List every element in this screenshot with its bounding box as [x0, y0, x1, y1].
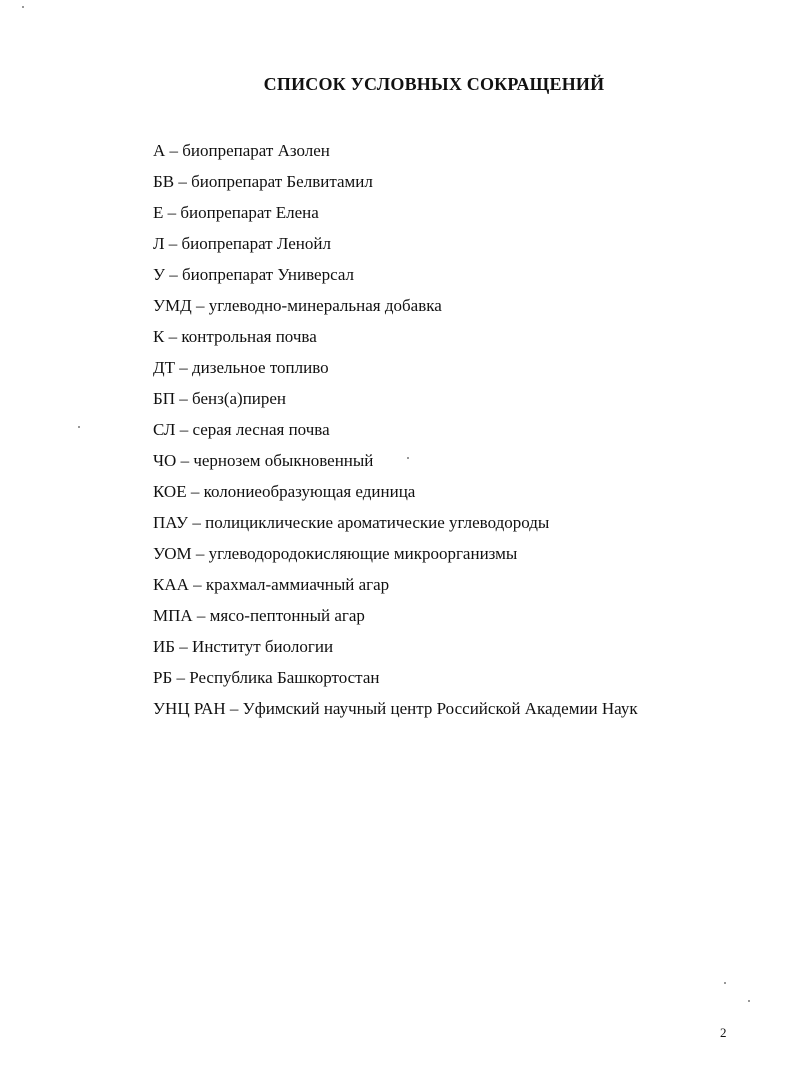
scan-speck [748, 1000, 750, 1002]
abbreviation-list [153, 135, 638, 724]
list-item: УНЦ РАН – Уфимский научный центр Российской Академии Наук [153, 699, 638, 718]
list-item: ПАУ – полициклические ароматические углеводороды [153, 513, 550, 532]
list-item: МПА – мясо-пептонный агар [153, 606, 365, 625]
list-item: РБ – Республика Башкортостан [153, 668, 380, 687]
page-title: СПИСОК УСЛОВНЫХ СОКРАЩЕНИЙ [263, 74, 605, 94]
scan-speck [724, 982, 726, 984]
scan-speck [78, 426, 80, 428]
list-item: УОМ – углеводородокисляющие микроорганизмы [153, 544, 518, 563]
list-item: БП – бенз(а)пирен [153, 389, 287, 408]
list-item: КАА – крахмал-аммиачный агар [153, 575, 390, 594]
list-item: СЛ – серая лесная почва [153, 420, 330, 439]
list-item: ЧО – чернозем обыкновенный [153, 451, 374, 470]
list-item: КОЕ – колониеобразующая единица [153, 482, 416, 501]
list-item: БВ – биопрепарат Белвитамил [153, 172, 373, 191]
scan-speck [22, 6, 24, 8]
list-item: А – биопрепарат Азолен [153, 141, 330, 160]
list-item: ДТ – дизельное топливо [153, 358, 329, 377]
list-item: ИБ – Институт биологии [153, 637, 334, 656]
scan-speck [407, 457, 409, 459]
list-item: Л – биопрепарат Ленойл [153, 234, 331, 253]
list-item: УМД – углеводно-минеральная добавка [153, 296, 442, 315]
list-item: Е – биопрепарат Елена [153, 203, 319, 222]
page-number: 2 [720, 1025, 727, 1040]
list-item: К – контрольная почва [153, 327, 317, 346]
list-item: У – биопрепарат Универсал [153, 265, 354, 284]
